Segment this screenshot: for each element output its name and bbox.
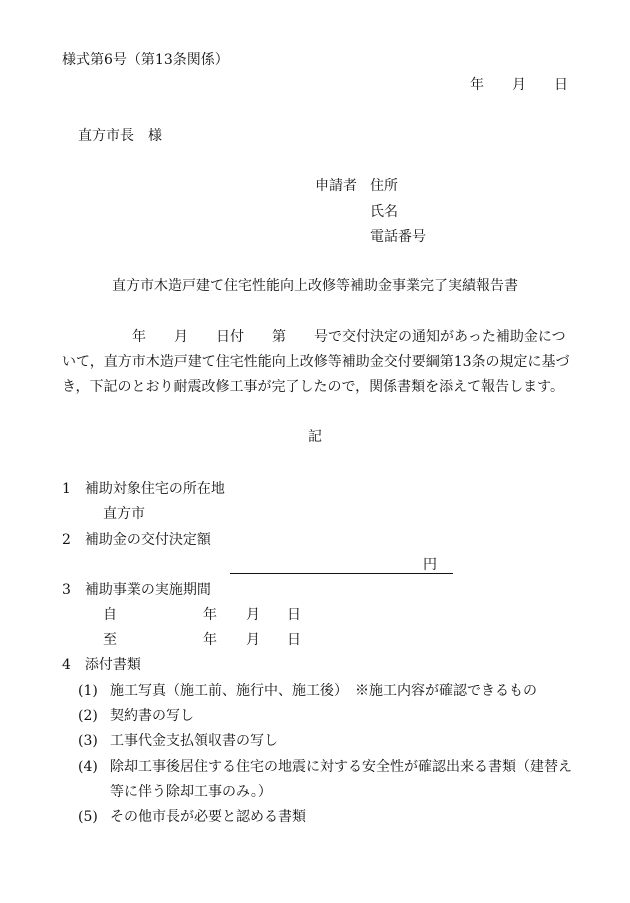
document-title: 直方市木造戸建て住宅性能向上改修等補助金事業完了実績報告書 [112, 278, 518, 294]
attachment-number: (4) [78, 759, 98, 775]
period-from-day: 日 [287, 607, 301, 623]
section-2-heading: 2 補助金の交付決定額 [62, 532, 211, 548]
attachment-number: (2) [78, 708, 98, 724]
period-to-month: 月 [246, 632, 260, 648]
period-to-year: 年 [203, 632, 217, 648]
applicant-phone-label: 電話番号 [370, 229, 426, 245]
submission-date-line: 年 月 日 [470, 77, 568, 93]
applicant-label: 申請者 [315, 178, 357, 194]
attachment-number: (5) [78, 809, 98, 825]
period-from-month: 月 [246, 607, 260, 623]
attachment-text: 工事代金支払領収書の写し [110, 733, 278, 749]
body-line: 年 月 日付 第 号で交付決定の通知があった補助金につ [62, 329, 566, 345]
attachment-text: 除却工事後居住する住宅の地震に対する安全性が確認出来る書類（建替え [110, 759, 572, 775]
grant-amount-field [230, 556, 453, 574]
attachment-text: その他市長が必要と認める書類 [110, 809, 306, 825]
body-line: いて，直方市木造戸建て住宅性能向上改修等補助金交付要綱第13条の規定に基づ [62, 354, 570, 370]
section-3-heading: 3 補助事業の実施期間 [62, 582, 211, 598]
period-from-year: 年 [203, 607, 217, 623]
period-from-label: 自 [103, 607, 117, 623]
addressee: 直方市長 様 [78, 128, 162, 144]
section-4-heading: 4 添付書類 [62, 657, 141, 673]
note-heading: 記 [308, 429, 322, 445]
attachment-number: (3) [78, 733, 98, 749]
attachment-text: 施工写真（施工前、施行中、施工後） ※施工内容が確認できるもの [110, 683, 537, 699]
form-number: 様式第6号（第13条関係） [62, 52, 229, 68]
property-location-value: 直方市 [103, 506, 145, 522]
applicant-address-label: 住所 [370, 178, 398, 194]
attachment-number: (1) [78, 683, 98, 699]
period-to-label: 至 [103, 632, 117, 648]
attachment-text: 契約書の写し [110, 708, 194, 724]
applicant-name-label: 氏名 [370, 204, 398, 220]
body-line: き，下記のとおり耐震改修工事が完了したので，関係書類を添えて報告します。 [62, 379, 565, 395]
period-to-day: 日 [287, 632, 301, 648]
yen-unit: 円 [423, 557, 437, 573]
section-1-heading: 1 補助対象住宅の所在地 [62, 481, 225, 497]
attachment-text-continued: 等に伴う除却工事のみ。） [110, 784, 272, 800]
